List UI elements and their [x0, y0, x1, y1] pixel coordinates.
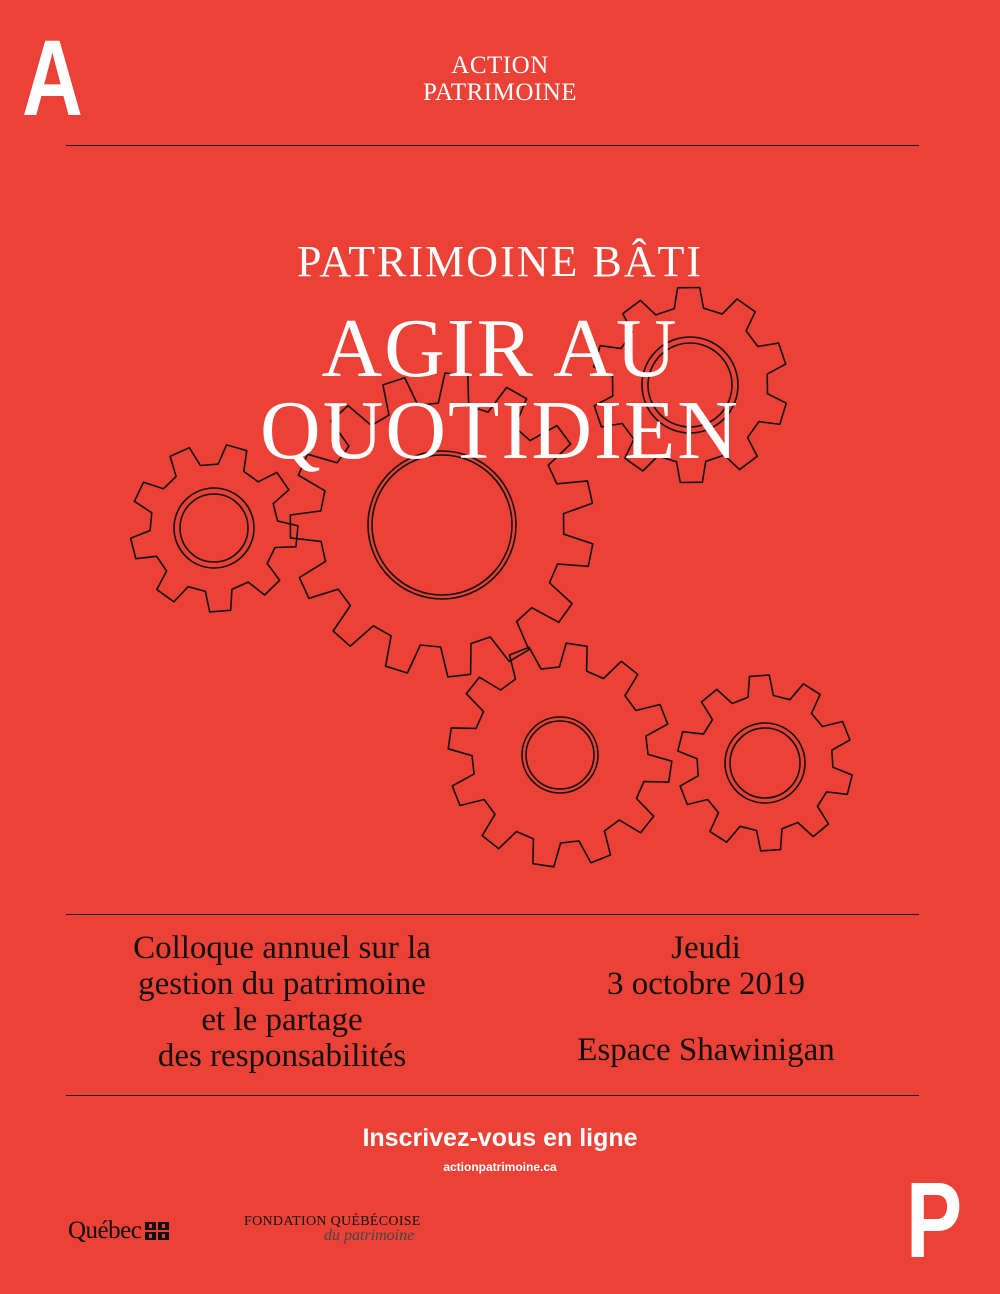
corner-letter-p: P	[906, 1159, 963, 1280]
fondation-logo	[244, 1214, 421, 1245]
divider-middle	[66, 914, 919, 915]
brand-line-2: PATRIMOINE	[422, 79, 578, 106]
gear-outline	[678, 675, 852, 851]
brand-line-1: ACTION	[451, 52, 549, 79]
description-line: gestion du patrimoine	[138, 966, 426, 1002]
register-cta[interactable]: Inscrivez-vous en ligne	[362, 1124, 638, 1152]
gear-hub	[174, 488, 254, 568]
description-line: et le partage	[201, 1002, 363, 1038]
fondation-tagline: du patrimoine	[324, 1227, 415, 1244]
register-url-link[interactable]: actionpatrimoine.ca	[443, 1160, 557, 1174]
gear-hub	[725, 723, 805, 803]
gear-outline	[448, 643, 672, 867]
event-description	[66, 930, 498, 1074]
gear-hub	[526, 721, 594, 789]
fleurdelise-icon	[145, 1222, 169, 1240]
corner-letter-a: A	[22, 17, 83, 138]
fondation-name: FONDATION QUÉBÉCOISE	[244, 1214, 421, 1229]
page-title	[0, 302, 1000, 477]
subtitle: PATRIMOINE BÂTI	[296, 237, 704, 286]
event-venue: Espace Shawinigan	[577, 1032, 835, 1068]
event-date: 3 octobre 2019	[607, 966, 805, 1002]
quebec-wordmark: Québec	[68, 1217, 142, 1244]
gear-hub	[180, 494, 248, 562]
quebec-logo	[68, 1217, 169, 1245]
title-line-2: QUOTIDIEN	[260, 384, 740, 477]
gear-hub	[730, 728, 800, 798]
description-line: des responsabilités	[157, 1038, 407, 1074]
description-line: Colloque annuel sur la	[133, 930, 431, 966]
title-line-1: AGIR AU	[321, 302, 679, 395]
divider-bottom	[66, 1095, 919, 1096]
event-details	[500, 930, 912, 1068]
gear-hub	[522, 717, 598, 793]
event-day: Jeudi	[671, 930, 741, 966]
